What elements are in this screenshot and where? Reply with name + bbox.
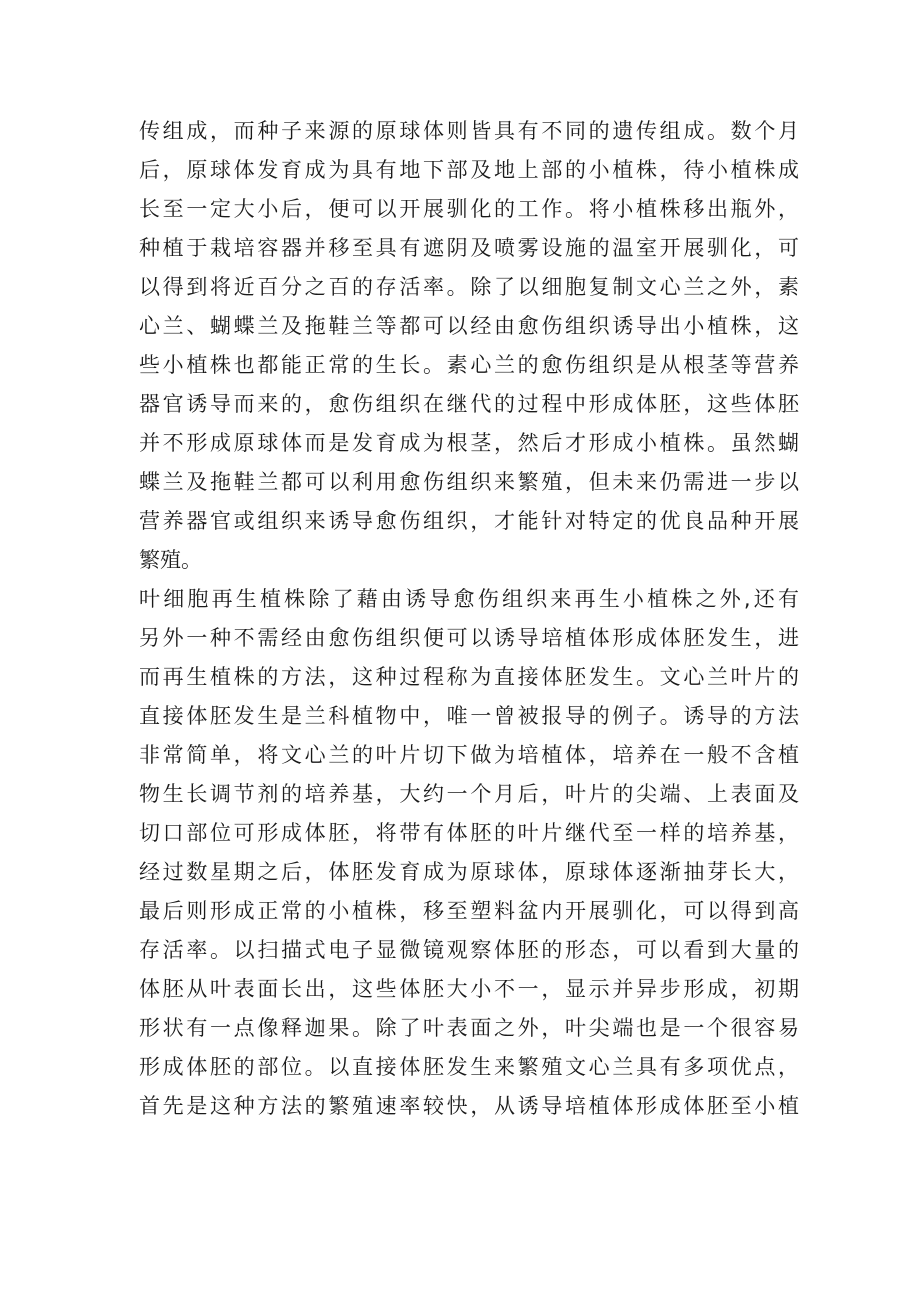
text-line: 首先是这种方法的繁殖速率较快，从诱导培植体形成体胚至小植	[139, 1094, 799, 1118]
text-line: 并不形成原球体而是发育成为根茎，然后才形成小植株。虽然蝴	[139, 431, 799, 455]
text-line: 长至一定大小后，便可以开展驯化的工作。将小植株移出瓶外，	[139, 197, 799, 221]
text-line: 非常简单，将文心兰的叶片切下做为培植体，培养在一般不含植	[139, 743, 799, 767]
text-line: 繁殖。	[139, 548, 202, 572]
text-line: 经过数星期之后，体胚发育成为原球体，原球体逐渐抽芽长大，	[139, 860, 799, 884]
text-line: 另外一种不需经由愈伤组织便可以诱导培植体形成体胚发生，进	[139, 626, 799, 650]
text-line: 形状有一点像释迦果。除了叶表面之外，叶尖端也是一个很容易	[139, 1016, 799, 1040]
text-line: 器官诱导而来的，愈伤组织在继代的过程中形成体胚，这些体胚	[139, 392, 799, 416]
paragraph-2	[139, 580, 799, 1126]
text-line: 最后则形成正常的小植株，移至塑料盆内开展驯化，可以得到高	[139, 899, 799, 923]
text-line: 些小植株也都能正常的生长。素心兰的愈伤组织是从根茎等营养	[139, 353, 799, 377]
text-line: 形成体胚的部位。以直接体胚发生来繁殖文心兰具有多项优点，	[139, 1055, 799, 1079]
text-line: 直接体胚发生是兰科植物中，唯一曾被报导的例子。诱导的方法	[139, 704, 799, 728]
body-text	[139, 112, 799, 1126]
text-line: 蝶兰及拖鞋兰都可以利用愈伤组织来繁殖，但未来仍需进一步以	[139, 470, 799, 494]
text-line: 体胚从叶表面长出，这些体胚大小不一，显示并异步形成，初期	[139, 977, 799, 1001]
text-line: 种植于栽培容器并移至具有遮阴及喷雾设施的温室开展驯化，可	[139, 236, 799, 260]
text-line: 物生长调节剂的培养基，大约一个月后，叶片的尖端、上表面及	[139, 782, 799, 806]
text-line: 叶细胞再生植株除了藉由诱导愈伤组织来再生小植株之外,还有	[139, 587, 799, 611]
paragraph-1	[139, 112, 799, 580]
text-line: 存活率。以扫描式电子显微镜观察体胚的形态，可以看到大量的	[139, 938, 799, 962]
text-line: 心兰、蝴蝶兰及拖鞋兰等都可以经由愈伤组织诱导出小植株，这	[139, 314, 799, 338]
text-line: 而再生植株的方法，这种过程称为直接体胚发生。文心兰叶片的	[139, 665, 799, 689]
text-line: 营养器官或组织来诱导愈伤组织，才能针对特定的优良品种开展	[139, 509, 799, 533]
text-line: 以得到将近百分之百的存活率。除了以细胞复制文心兰之外，素	[139, 275, 799, 299]
text-line: 后，原球体发育成为具有地下部及地上部的小植株，待小植株成	[139, 158, 799, 182]
text-line: 传组成，而种子来源的原球体则皆具有不同的遗传组成。数个月	[139, 119, 799, 143]
text-line: 切口部位可形成体胚，将带有体胚的叶片继代至一样的培养基，	[139, 821, 799, 845]
